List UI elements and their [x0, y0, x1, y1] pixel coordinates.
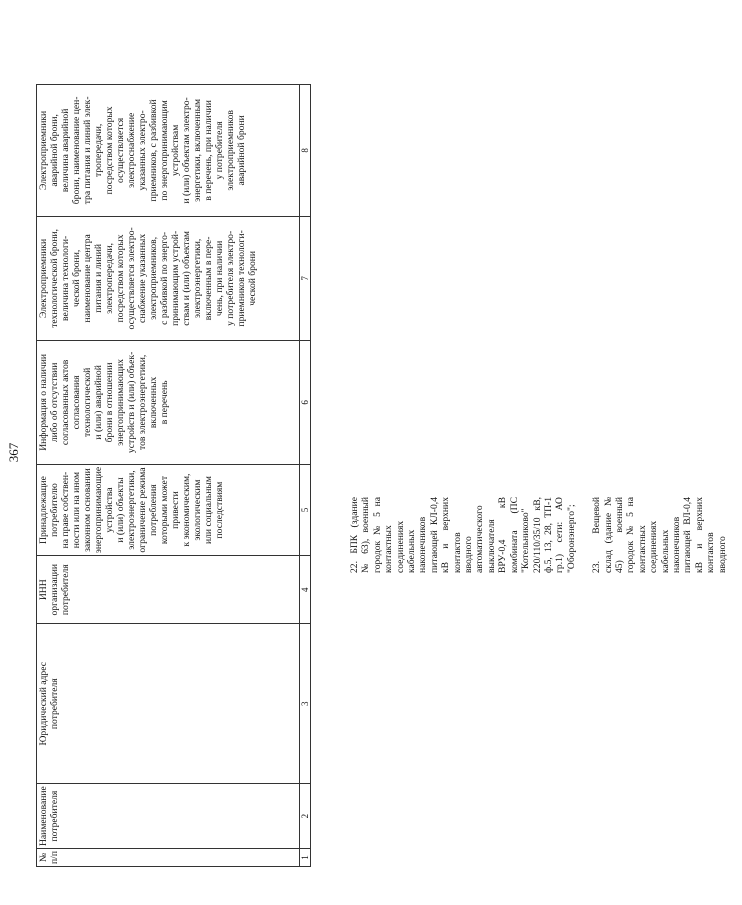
header-legal-address: Юридический адрес потребителя — [37, 624, 300, 784]
page-number: 367 — [6, 442, 21, 463]
header-emergency-armor: Электроприемники аварийной брони, величина аварийной брони, наименование цен- тра питания и линий элек- тропередачи, посредством которых осуществляется электроснабжение указанных электро- приемников, с разбивкой по энергопринимающим устройствам и (или) объектам электро- энергетики, включенным в перечень, при наличии у потребителя электроприемников аварийной брони — [37, 84, 300, 216]
column-number: 4 — [300, 556, 311, 624]
consumer-table — [36, 84, 311, 867]
column-5-entries — [349, 497, 742, 573]
column-number: 5 — [300, 464, 311, 555]
header-number: № п/п — [37, 849, 300, 867]
table-header-row — [37, 84, 300, 866]
list-item: 22. БПК (здание № 63), военный городок № 5 на контактных соединениях кабельных наконечников питающей КЛ-0,4 кВ и верхних контактов вводного автоматического выключателя ВРУ-0,4 кВ комбината (ПС "Котельниково" 220/110/35/10 кВ, ф.5, 13, 28, ТП-1 гр.1) сети: АО "Оборонэнерго"; — [349, 497, 577, 573]
column-number: 2 — [300, 784, 311, 849]
header-armor-acts-info: Информация о наличии либо об отсутствии согласованных актов согласования технологической и (или) аварийной брони в отношении энергопринимающих устройств и (или) объек- тов электроэнергетики, включенных в перечень — [37, 340, 300, 464]
header-receiving-devices: Принадлежащие потребителю на праве собствен- ности или на ином законном основании энергопринимающие устройства и (или) объекты электроэнергетики, ограничение режима потребления которыми может привести к экономическим, экологическим или социальным последствиям — [37, 464, 300, 555]
column-number: 6 — [300, 340, 311, 464]
column-number: 7 — [300, 216, 311, 340]
column-number: 1 — [300, 849, 311, 867]
list-item: 23. Вещевой склад (здание № 45) военный городок № 5 на контактных соединениях кабельных наконечников питающей ВЛ-0,4 кВ и верхних контактов вводного — [591, 497, 728, 573]
header-inn: ИНН организации потребителя — [37, 556, 300, 624]
header-consumer-name: Наименование потребителя — [37, 784, 300, 849]
column-number: 8 — [300, 84, 311, 216]
header-technological-armor: Электроприемники технологической брони, величина технологи- ческой брони, наименование центра питания и линий электропередачи, посредством которых осуществляется электро- снабжение указанных электроприемников, с разбивкой по энерго- принимающим устрой- ствам и (или) объектам электроэнергетики, включенным в пере- чень, при наличии у потребителя электро- приемников технологи- ческой брони — [37, 216, 300, 340]
column-number: 3 — [300, 624, 311, 784]
column-number-row — [300, 84, 311, 866]
